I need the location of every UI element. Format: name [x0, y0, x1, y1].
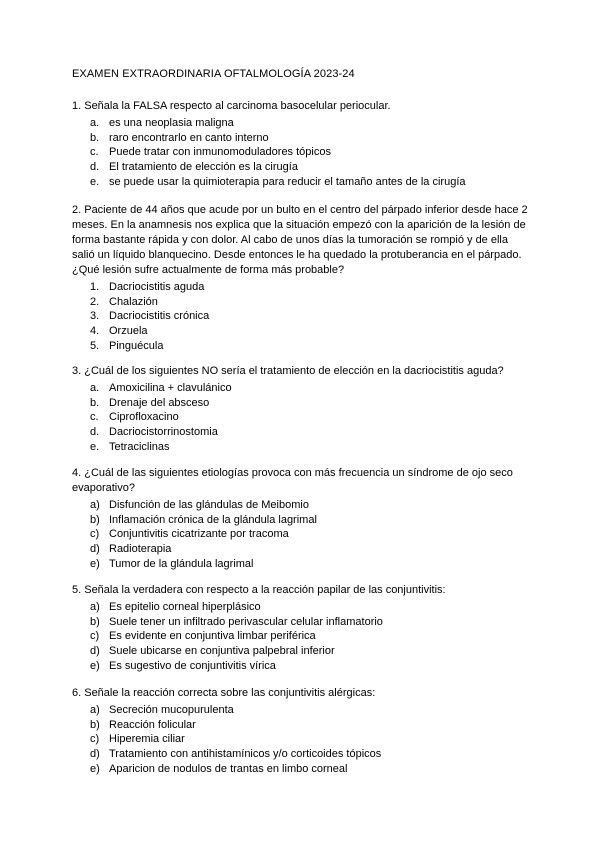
question-1: [72, 99, 532, 190]
option-marker: 4.: [90, 325, 100, 338]
option-marker: 5.: [90, 339, 100, 352]
option-b[interactable]: [72, 131, 532, 146]
option-marker: 3.: [90, 310, 100, 323]
option-text: Es epitelio corneal hiperplásico: [109, 601, 261, 613]
options-list: [72, 498, 532, 572]
option-text: Radioterapia: [109, 543, 172, 556]
option-marker: c.: [90, 411, 99, 424]
option-text: Drenaje del absceso: [109, 396, 210, 409]
option-e[interactable]: [72, 175, 532, 190]
option-2[interactable]: [72, 295, 532, 310]
question-text: 3. ¿Cuál de los siguientes NO sería el tratamiento de elección en la dacriocistitis aguda?: [72, 365, 504, 377]
option-text: raro encontrarlo en canto interno: [109, 131, 269, 144]
option-e[interactable]: [72, 762, 532, 777]
option-d[interactable]: [72, 160, 532, 175]
option-text: Es evidente en conjuntiva limbar periférica: [109, 630, 316, 643]
option-text: Pinguécula: [109, 339, 164, 352]
option-marker: e): [90, 762, 100, 775]
question-2: [72, 203, 532, 354]
question-4: [72, 466, 532, 572]
option-c[interactable]: [72, 629, 532, 644]
option-text: Dacriocistitis aguda: [109, 281, 205, 293]
option-text: Reacción folicular: [109, 718, 196, 731]
option-marker: b.: [90, 396, 100, 409]
option-marker: a): [90, 499, 100, 511]
option-text: Orzuela: [109, 325, 148, 338]
option-text: Suele ubicarse en conjuntiva palpebral inferior: [109, 645, 335, 658]
option-a[interactable]: [72, 498, 532, 513]
option-c[interactable]: [72, 145, 532, 160]
option-text: Aparicion de nodulos de trantas en limbo corneal: [109, 762, 348, 775]
option-marker: b): [90, 615, 100, 628]
option-marker: a.: [90, 117, 100, 129]
question-text: 5. Señala la verdadera con respecto a la reacción papilar de las conjuntivitis:: [72, 584, 446, 596]
option-text: Hiperemia ciliar: [109, 733, 185, 746]
question-text: 1. Señala la FALSA respecto al carcinoma basocelular periocular.: [72, 100, 391, 112]
option-text: El tratamiento de elección es la cirugía: [109, 161, 298, 174]
option-marker: b): [90, 513, 100, 526]
option-marker: e): [90, 557, 100, 570]
option-marker: d.: [90, 161, 100, 174]
option-c[interactable]: [72, 527, 532, 542]
option-marker: 1.: [90, 281, 100, 293]
option-b[interactable]: [72, 513, 532, 528]
option-marker: d.: [90, 426, 100, 439]
question-text: 4. ¿Cuál de las siguientes etiologías provoca con más frecuencia un síndrome de ojo seco evaporativo?: [72, 467, 513, 494]
options-list: [72, 280, 532, 354]
option-1[interactable]: [72, 280, 532, 295]
option-marker: d): [90, 748, 100, 761]
question-6: [72, 686, 532, 777]
option-text: Tratamiento con antihistamínicos y/o corticoides tópicos: [109, 748, 382, 761]
option-marker: a): [90, 704, 100, 716]
option-text: Dacriocistitis crónica: [109, 310, 210, 323]
option-4[interactable]: [72, 324, 532, 339]
option-text: Dacriocistorrinostomia: [109, 426, 218, 439]
option-text: Tetraciclinas: [109, 440, 170, 453]
options-list: [72, 703, 532, 777]
option-marker: c): [90, 733, 100, 746]
option-a[interactable]: [72, 703, 532, 718]
option-d[interactable]: [72, 425, 532, 440]
option-c[interactable]: [72, 410, 532, 425]
option-text: Amoxicilina + clavulánico: [109, 382, 232, 394]
option-marker: a): [90, 601, 100, 613]
option-text: Inflamación crónica de la glándula lagrimal: [109, 513, 317, 526]
option-e[interactable]: [72, 659, 532, 674]
option-a[interactable]: [72, 600, 532, 615]
option-5[interactable]: [72, 339, 532, 354]
option-d[interactable]: [72, 747, 532, 762]
option-text: Chalazión: [109, 295, 158, 308]
option-a[interactable]: [72, 116, 532, 131]
option-d[interactable]: [72, 644, 532, 659]
option-marker: e.: [90, 175, 100, 188]
options-list: [72, 600, 532, 674]
option-d[interactable]: [72, 542, 532, 557]
option-text: es una neoplasia maligna: [109, 117, 234, 129]
option-marker: e): [90, 659, 100, 672]
option-marker: e.: [90, 440, 100, 453]
option-b[interactable]: [72, 718, 532, 733]
option-marker: a.: [90, 382, 100, 394]
option-text: Secreción mucopurulenta: [109, 704, 234, 716]
option-text: Ciprofloxacino: [109, 411, 179, 424]
option-text: Suele tener un infiltrado perivascular celular inflamatorio: [109, 615, 383, 628]
option-text: Conjuntivitis cicatrizante por tracoma: [109, 528, 289, 541]
option-marker: b.: [90, 131, 100, 144]
question-3: [72, 364, 532, 455]
option-marker: d): [90, 645, 100, 658]
option-marker: d): [90, 543, 100, 556]
options-list: [72, 381, 532, 455]
option-marker: c.: [90, 146, 99, 159]
option-marker: c): [90, 528, 100, 541]
option-text: Es sugestivo de conjuntivitis vírica: [109, 659, 276, 672]
option-text: Tumor de la glándula lagrimal: [109, 557, 254, 570]
option-marker: c): [90, 630, 100, 643]
options-list: [72, 116, 532, 190]
option-b[interactable]: [72, 396, 532, 411]
option-c[interactable]: [72, 732, 532, 747]
option-b[interactable]: [72, 615, 532, 630]
question-text: 6. Señale la reacción correcta sobre las conjuntivitis alérgicas:: [72, 687, 376, 699]
option-text: Disfunción de las glándulas de Meibomio: [109, 499, 309, 511]
option-text: se puede usar la quimioterapia para reducir el tamaño antes de la cirugía: [109, 175, 466, 188]
option-marker: 2.: [90, 295, 100, 308]
exam-title: EXAMEN EXTRAORDINARIA OFTALMOLOGÍA 2023-24: [72, 68, 355, 80]
question-5: [72, 583, 532, 674]
option-3[interactable]: [72, 309, 532, 324]
option-e[interactable]: [72, 557, 532, 572]
question-text: 2. Paciente de 44 años que acude por un bulto en el centro del párpado inferior desde hace 2 meses. En la anamnesis nos explica que la situación empezó con la aparición de la lesión de forma bastante rápida y con dolor. Al cabo de unos días la tumoración se rompió y de ella salió un líquido blanquecino. Desde entonces le ha quedado la protuberancia en el párpado. ¿Qué lesión sufre actualmente de forma más probable?: [72, 204, 528, 276]
option-marker: b): [90, 718, 100, 731]
option-e[interactable]: [72, 440, 532, 455]
option-text: Puede tratar con inmunomoduladores tópicos: [109, 146, 331, 159]
option-a[interactable]: [72, 381, 532, 396]
